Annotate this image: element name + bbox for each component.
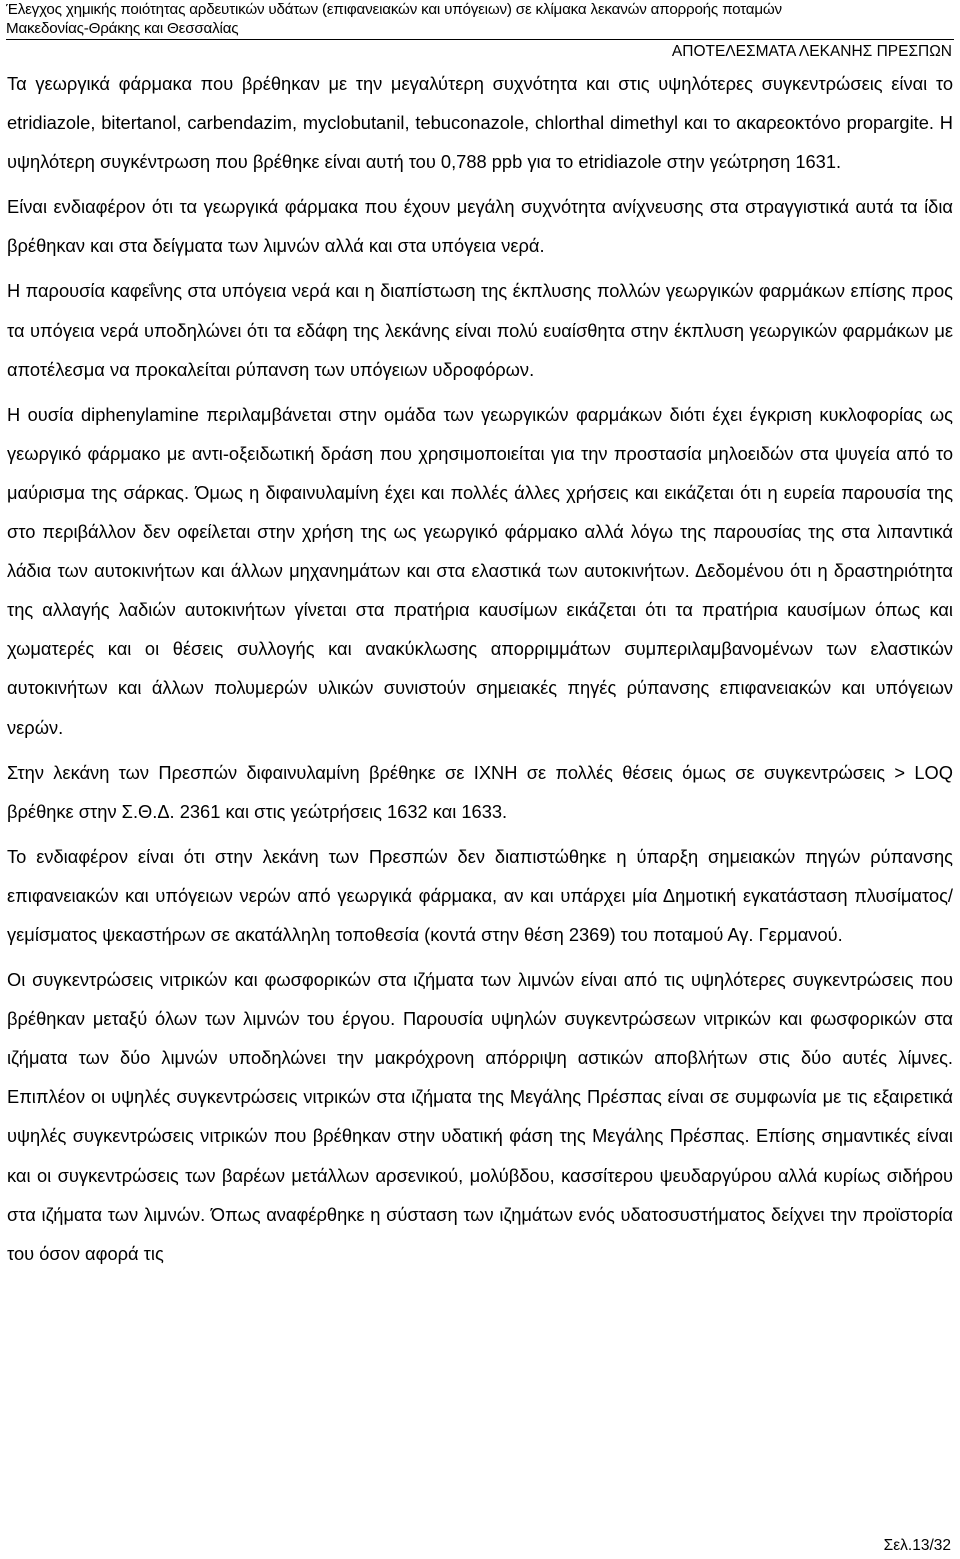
- document-title-line-2: Μακεδονίας-Θράκης και Θεσσαλίας: [6, 20, 239, 37]
- paragraph-5: Στην λεκάνη των Πρεσπών διφαινυλαμίνη βρέθηκε σε ΙΧΝΗ σε πολλές θέσεις όμως σε συγκεντρώσεις > LOQ βρέθηκε στην Σ.Θ.Δ. 2361 και στις γεώτρήσεις 1632 και 1633.: [7, 761, 953, 822]
- page-number: Σελ.13/32: [883, 1537, 951, 1554]
- paragraph-3: Η παρουσία καφεΐνης στα υπόγεια νερά και η διαπίστωση της έκπλυσης πολλών γεωργικών φαρμάκων επίσης προς τα υπόγεια νερά υποδηλώνει ότι τα εδάφη της λεκάνης είναι πολύ ευαίσθητα στην έκπλυση γεωργικών φαρμάκων με αποτέλεσμα να προκαλείται ρύπανση των υπόγειων υδροφόρων.: [7, 280, 953, 380]
- paragraph-2: Είναι ενδιαφέρον ότι τα γεωργικά φάρμακα που έχουν μεγάλη συχνότητα ανίχνευσης στα στραγγιστικά αυτά τα ίδια βρέθηκαν και στα δείγματα των λιμνών αλλά και στα υπόγεια νερά.: [7, 196, 953, 257]
- paragraph-6: Το ενδιαφέρον είναι ότι στην λεκάνη των Πρεσπών δεν διαπιστώθηκε η ύπαρξη σημειακών πηγών ρύπανσης επιφανειακών και υπόγειων νερών από γεωργικά φάρμακα, αν και υπάρχει μία Δημοτική εγκατάσταση πλυσίματος/γεμίσματος ψεκαστήρων σε ακατάλληλη τοποθεσία (κοντά στην θέση 2369) του ποταμού Αγ. Γερμανού.: [7, 845, 953, 945]
- page-header: [6, 0, 954, 61]
- paragraph-1: Τα γεωργικά φάρμακα που βρέθηκαν με την μεγαλύτερη συχνότητα και στις υψηλότερες συγκεντρώσεις είναι το etridiazole, bitertanol, carbendazim, myclobutanil, tebuconazole, chlorthal dimethyl και το ακαρεοκτόνο propargite. Η υψηλότερη συγκέντρωση που βρέθηκε είναι αυτή του 0,788 ppb για το etridiazole στην γεώτρηση 1631.: [7, 73, 953, 173]
- paragraph-4: Η ουσία diphenylamine περιλαμβάνεται στην ομάδα των γεωργικών φαρμάκων διότι έχει έγκριση κυκλοφορίας ως γεωργικό φάρμακο με αντι-οξειδωτική δράση που χρησιμοποιείται για την προστασία μηλοειδών στα ψυγεία από το μαύρισμα της σάρκας. Όμως η διφαινυλαμίνη έχει και πολλές άλλες χρήσεις και εικάζεται ότι η ευρεία παρουσία της στο περιβάλλον δεν οφείλεται στην χρήση της ως γεωργικό φάρμακο αλλά λόγω της παρουσίας της στα λιπαντικά λάδια των αυτοκινήτων και άλλων μηχανημάτων και στα ελαστικά των αυτοκινήτων. Δεδομένου ότι η δραστηριότητα της αλλαγής λαδιών αυτοκινήτων γίνεται στα πρατήρια καυσίμων εικάζεται ότι τα πρατήρια καυσίμων όπως και χωματερές και οι θέσεις συλλογής και ανακύκλωσης απορριμμάτων συμπεριλαμβανομένων των ελαστικών αυτοκινήτων και άλλων πολυμερών υλικών συνιστούν σημειακές πηγές ρύπανσης επιφανειακών και υπόγειων νερών.: [7, 403, 953, 738]
- section-title: ΑΠΟΤΕΛΕΣΜΑΤΑ ΛΕΚΑΝΗΣ ΠΡΕΣΠΩΝ: [671, 43, 952, 60]
- paragraph-7: Οι συγκεντρώσεις νιτρικών και φωσφορικών στα ιζήματα των λιμνών είναι από τις υψηλότερες συγκεντρώσεις που βρέθηκαν μεταξύ όλων των λιμνών του έργου. Παρουσία υψηλών συγκεντρώσεων νιτρικών και φωσφορικών στα ιζήματα των δύο λιμνών υποδηλώνει την μακρόχρονη απόρριψη αστικών αποβλήτων στις δύο αυτές λίμνες. Επιπλέον οι υψηλές συγκεντρώσεις νιτρικών στα ιζήματα της Μεγάλης Πρέσπας είναι σε συμφωνία με τις εξαιρετικά υψηλές συγκεντρώσεις νιτρικών που βρέθηκαν στην υδατική φάση της Μεγάλης Πρέσπας. Επίσης σημαντικές είναι και οι συγκεντρώσεις των βαρέων μετάλλων αρσενικού, μολύβδου, κασσίτερου ψευδαργύρου αλλά κυρίως σιδήρου στα ιζήματα των λιμνών. Όπως αναφέρθηκε η σύσταση των ιζημάτων ενός υδατοσυστήματος δείχνει την προϊστορία του όσον αφορά τις: [7, 969, 953, 1264]
- document-title-line-1: Έλεγχος χημικής ποιότητας αρδευτικών υδάτων (επιφανειακών και υπόγειων) σε κλίμακα λεκανών απορροής ποταμών: [6, 1, 782, 18]
- document-body: [7, 64, 953, 1279]
- header-divider: [6, 39, 954, 40]
